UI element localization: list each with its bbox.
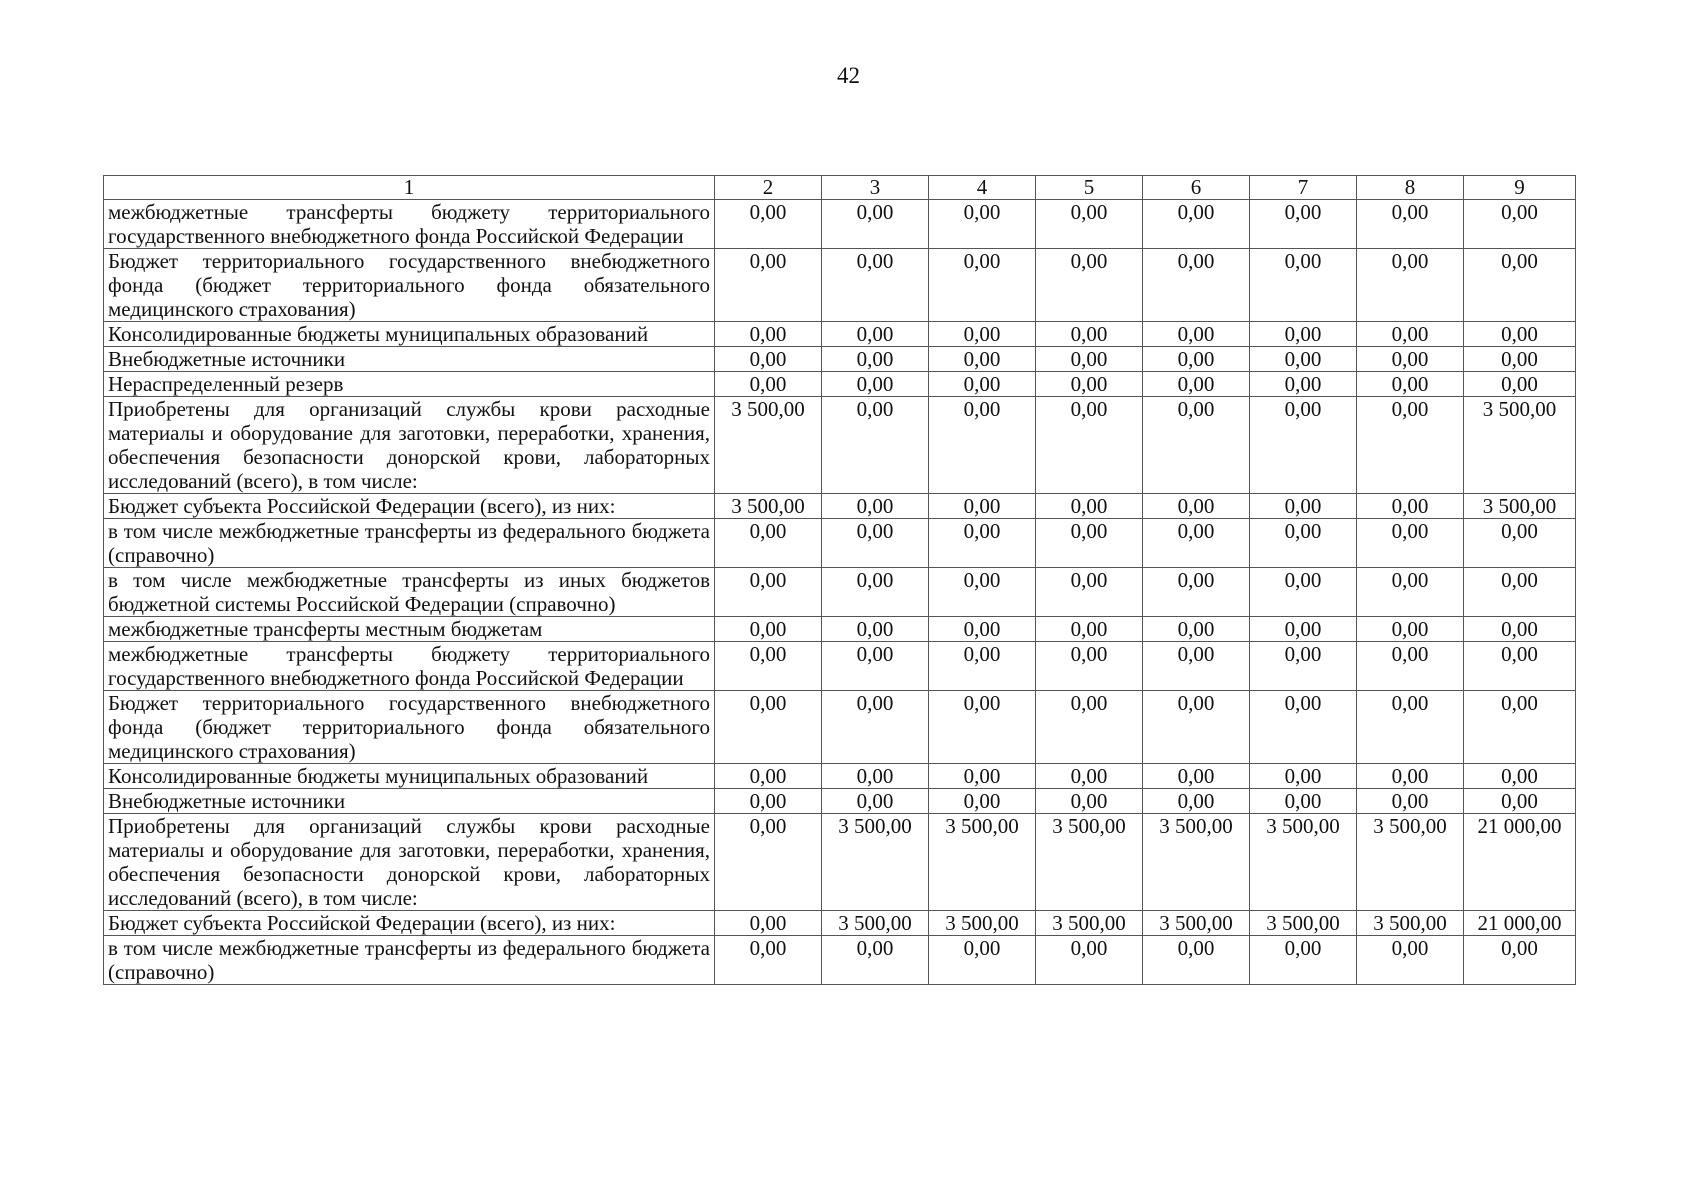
row-value: 0,00 (1357, 249, 1464, 322)
row-value: 0,00 (1250, 691, 1357, 764)
row-value: 0,00 (1036, 347, 1143, 372)
row-value: 0,00 (929, 200, 1036, 249)
row-value: 0,00 (929, 322, 1036, 347)
row-value: 0,00 (1464, 789, 1576, 814)
row-value: 0,00 (1357, 372, 1464, 397)
row-label: Бюджет территориального государственного внебюджетного фонда (бюджет территориального фонда обязательного медицинского страхования) (104, 249, 715, 322)
column-header: 5 (1036, 176, 1143, 200)
row-value: 0,00 (1357, 322, 1464, 347)
row-value: 0,00 (1357, 397, 1464, 494)
column-header: 3 (822, 176, 929, 200)
row-value: 0,00 (1357, 789, 1464, 814)
row-label: Внебюджетные источники (104, 789, 715, 814)
row-value: 0,00 (1357, 764, 1464, 789)
row-value: 0,00 (822, 691, 929, 764)
row-label: межбюджетные трансферты бюджету территориального государственного внебюджетного фонда Российской Федерации (104, 642, 715, 691)
row-label: Приобретены для организаций службы крови расходные материалы и оборудование для заготовки, переработки, хранения, обеспечения безопасности донорской крови, лабораторных исследований (всего), в том числе: (104, 814, 715, 911)
row-value: 0,00 (929, 397, 1036, 494)
row-label: Нераспределенный резерв (104, 372, 715, 397)
row-value: 0,00 (929, 249, 1036, 322)
row-value: 3 500,00 (822, 911, 929, 936)
row-value: 3 500,00 (929, 814, 1036, 911)
row-value: 0,00 (1464, 200, 1576, 249)
row-label: Консолидированные бюджеты муниципальных образований (104, 322, 715, 347)
row-value: 0,00 (929, 936, 1036, 985)
row-value: 0,00 (929, 494, 1036, 519)
row-value: 0,00 (929, 568, 1036, 617)
row-value: 0,00 (822, 642, 929, 691)
row-value: 0,00 (1357, 494, 1464, 519)
table-row (104, 519, 1576, 568)
row-value: 0,00 (929, 642, 1036, 691)
row-value: 0,00 (1250, 642, 1357, 691)
row-value: 0,00 (1357, 568, 1464, 617)
table-row (104, 789, 1576, 814)
row-value: 0,00 (929, 617, 1036, 642)
row-value: 0,00 (1036, 397, 1143, 494)
row-value: 0,00 (1036, 691, 1143, 764)
row-value: 0,00 (1143, 617, 1250, 642)
table-row (104, 372, 1576, 397)
row-value: 0,00 (1143, 397, 1250, 494)
column-header: 4 (929, 176, 1036, 200)
row-value: 0,00 (1036, 200, 1143, 249)
row-value: 0,00 (929, 691, 1036, 764)
row-value: 0,00 (715, 642, 822, 691)
row-value: 0,00 (1464, 322, 1576, 347)
row-value: 0,00 (1250, 789, 1357, 814)
row-value: 0,00 (1143, 936, 1250, 985)
row-value: 0,00 (1250, 617, 1357, 642)
row-value: 0,00 (1357, 347, 1464, 372)
row-label: в том числе межбюджетные трансферты из федерального бюджета (справочно) (104, 519, 715, 568)
row-value: 0,00 (1143, 642, 1250, 691)
row-value: 0,00 (715, 568, 822, 617)
row-label: в том числе межбюджетные трансферты из иных бюджетов бюджетной системы Российской Федерации (справочно) (104, 568, 715, 617)
row-value: 3 500,00 (1143, 814, 1250, 911)
row-value: 0,00 (715, 691, 822, 764)
row-value: 0,00 (1036, 642, 1143, 691)
column-header: 8 (1357, 176, 1464, 200)
table-row (104, 911, 1576, 936)
header-row (104, 176, 1576, 200)
row-value: 0,00 (1143, 764, 1250, 789)
row-value: 0,00 (1143, 494, 1250, 519)
row-value: 0,00 (715, 322, 822, 347)
row-value: 21 000,00 (1464, 814, 1576, 911)
row-value: 0,00 (822, 249, 929, 322)
row-value: 0,00 (1143, 568, 1250, 617)
row-value: 0,00 (822, 764, 929, 789)
row-value: 0,00 (1036, 789, 1143, 814)
row-value: 0,00 (1250, 519, 1357, 568)
table-row (104, 936, 1576, 985)
row-value: 0,00 (929, 789, 1036, 814)
row-value: 0,00 (1464, 568, 1576, 617)
column-header: 2 (715, 176, 822, 200)
row-value: 0,00 (1036, 322, 1143, 347)
row-value: 0,00 (715, 372, 822, 397)
row-value: 0,00 (1464, 519, 1576, 568)
row-value: 0,00 (1036, 617, 1143, 642)
row-value: 0,00 (1036, 519, 1143, 568)
table-row (104, 617, 1576, 642)
row-value: 0,00 (1250, 764, 1357, 789)
row-value: 0,00 (1357, 519, 1464, 568)
row-value: 0,00 (822, 789, 929, 814)
row-value: 0,00 (1143, 322, 1250, 347)
table-body (104, 200, 1576, 985)
row-value: 3 500,00 (1143, 911, 1250, 936)
row-value: 0,00 (1357, 200, 1464, 249)
table-row (104, 494, 1576, 519)
row-value: 0,00 (1464, 936, 1576, 985)
row-value: 0,00 (822, 372, 929, 397)
row-value: 0,00 (1143, 200, 1250, 249)
row-value: 0,00 (822, 322, 929, 347)
row-value: 0,00 (1143, 372, 1250, 397)
row-value: 0,00 (1250, 397, 1357, 494)
row-value: 3 500,00 (1464, 397, 1576, 494)
row-value: 3 500,00 (1357, 911, 1464, 936)
table-row (104, 347, 1576, 372)
row-value: 0,00 (715, 936, 822, 985)
row-value: 3 500,00 (1036, 814, 1143, 911)
row-value: 0,00 (822, 200, 929, 249)
row-label: Приобретены для организаций службы крови расходные материалы и оборудование для заготовки, переработки, хранения, обеспечения безопасности донорской крови, лабораторных исследований (всего), в том числе: (104, 397, 715, 494)
row-value: 0,00 (715, 814, 822, 911)
row-value: 0,00 (715, 519, 822, 568)
row-value: 0,00 (1250, 322, 1357, 347)
row-value: 0,00 (929, 519, 1036, 568)
row-value: 0,00 (715, 617, 822, 642)
row-value: 3 500,00 (822, 814, 929, 911)
row-value: 0,00 (1464, 347, 1576, 372)
row-value: 3 500,00 (1250, 911, 1357, 936)
row-value: 3 500,00 (1036, 911, 1143, 936)
row-value: 0,00 (1464, 372, 1576, 397)
row-value: 0,00 (1464, 764, 1576, 789)
row-label: Внебюджетные источники (104, 347, 715, 372)
table-row (104, 249, 1576, 322)
row-value: 0,00 (1036, 568, 1143, 617)
row-value: 0,00 (1250, 936, 1357, 985)
row-label: межбюджетные трансферты бюджету территориального государственного внебюджетного фонда Российской Федерации (104, 200, 715, 249)
row-value: 0,00 (1464, 617, 1576, 642)
row-value: 0,00 (1357, 936, 1464, 985)
row-value: 0,00 (1036, 372, 1143, 397)
row-value: 3 500,00 (715, 397, 822, 494)
row-value: 0,00 (715, 911, 822, 936)
row-label: в том числе межбюджетные трансферты из федерального бюджета (справочно) (104, 936, 715, 985)
row-value: 0,00 (1250, 568, 1357, 617)
row-value: 0,00 (1036, 764, 1143, 789)
row-value: 0,00 (715, 789, 822, 814)
row-value: 0,00 (1036, 936, 1143, 985)
table-row (104, 322, 1576, 347)
table-row (104, 691, 1576, 764)
row-value: 0,00 (715, 249, 822, 322)
row-value: 0,00 (822, 347, 929, 372)
row-value: 0,00 (1143, 347, 1250, 372)
row-value: 3 500,00 (1464, 494, 1576, 519)
row-value: 0,00 (929, 372, 1036, 397)
row-value: 0,00 (1357, 617, 1464, 642)
row-value: 0,00 (1250, 347, 1357, 372)
row-value: 0,00 (1143, 789, 1250, 814)
row-value: 0,00 (822, 397, 929, 494)
table-row (104, 200, 1576, 249)
row-value: 0,00 (715, 200, 822, 249)
table-row (104, 568, 1576, 617)
row-value: 0,00 (1464, 691, 1576, 764)
row-label: Бюджет субъекта Российской Федерации (всего), из них: (104, 494, 715, 519)
row-value: 0,00 (929, 764, 1036, 789)
row-value: 0,00 (1143, 691, 1250, 764)
row-value: 0,00 (822, 494, 929, 519)
column-header: 9 (1464, 176, 1576, 200)
table-row (104, 397, 1576, 494)
row-value: 3 500,00 (715, 494, 822, 519)
row-value: 0,00 (822, 568, 929, 617)
row-label: Бюджет территориального государственного внебюджетного фонда (бюджет территориального фонда обязательного медицинского страхования) (104, 691, 715, 764)
table-row (104, 764, 1576, 789)
row-value: 0,00 (1357, 642, 1464, 691)
row-value: 0,00 (1036, 494, 1143, 519)
column-header: 6 (1143, 176, 1250, 200)
row-value: 0,00 (822, 519, 929, 568)
row-value: 0,00 (1464, 642, 1576, 691)
row-label: Бюджет субъекта Российской Федерации (всего), из них: (104, 911, 715, 936)
row-value: 21 000,00 (1464, 911, 1576, 936)
table-row (104, 814, 1576, 911)
row-label: Консолидированные бюджеты муниципальных образований (104, 764, 715, 789)
row-value: 0,00 (1250, 494, 1357, 519)
row-value: 0,00 (1143, 249, 1250, 322)
row-value: 0,00 (1464, 249, 1576, 322)
row-value: 0,00 (822, 617, 929, 642)
budget-table (103, 175, 1576, 985)
row-value: 0,00 (1143, 519, 1250, 568)
row-value: 0,00 (822, 936, 929, 985)
row-value: 0,00 (1250, 249, 1357, 322)
row-label: межбюджетные трансферты местным бюджетам (104, 617, 715, 642)
table-row (104, 642, 1576, 691)
row-value: 0,00 (1036, 249, 1143, 322)
row-value: 0,00 (1357, 691, 1464, 764)
row-value: 3 500,00 (929, 911, 1036, 936)
page-number: 42 (837, 63, 860, 88)
row-value: 0,00 (715, 347, 822, 372)
row-value: 0,00 (1250, 372, 1357, 397)
row-value: 3 500,00 (1357, 814, 1464, 911)
row-value: 0,00 (1250, 200, 1357, 249)
row-value: 3 500,00 (1250, 814, 1357, 911)
row-value: 0,00 (715, 764, 822, 789)
column-header: 7 (1250, 176, 1357, 200)
column-header: 1 (104, 176, 715, 200)
row-value: 0,00 (929, 347, 1036, 372)
